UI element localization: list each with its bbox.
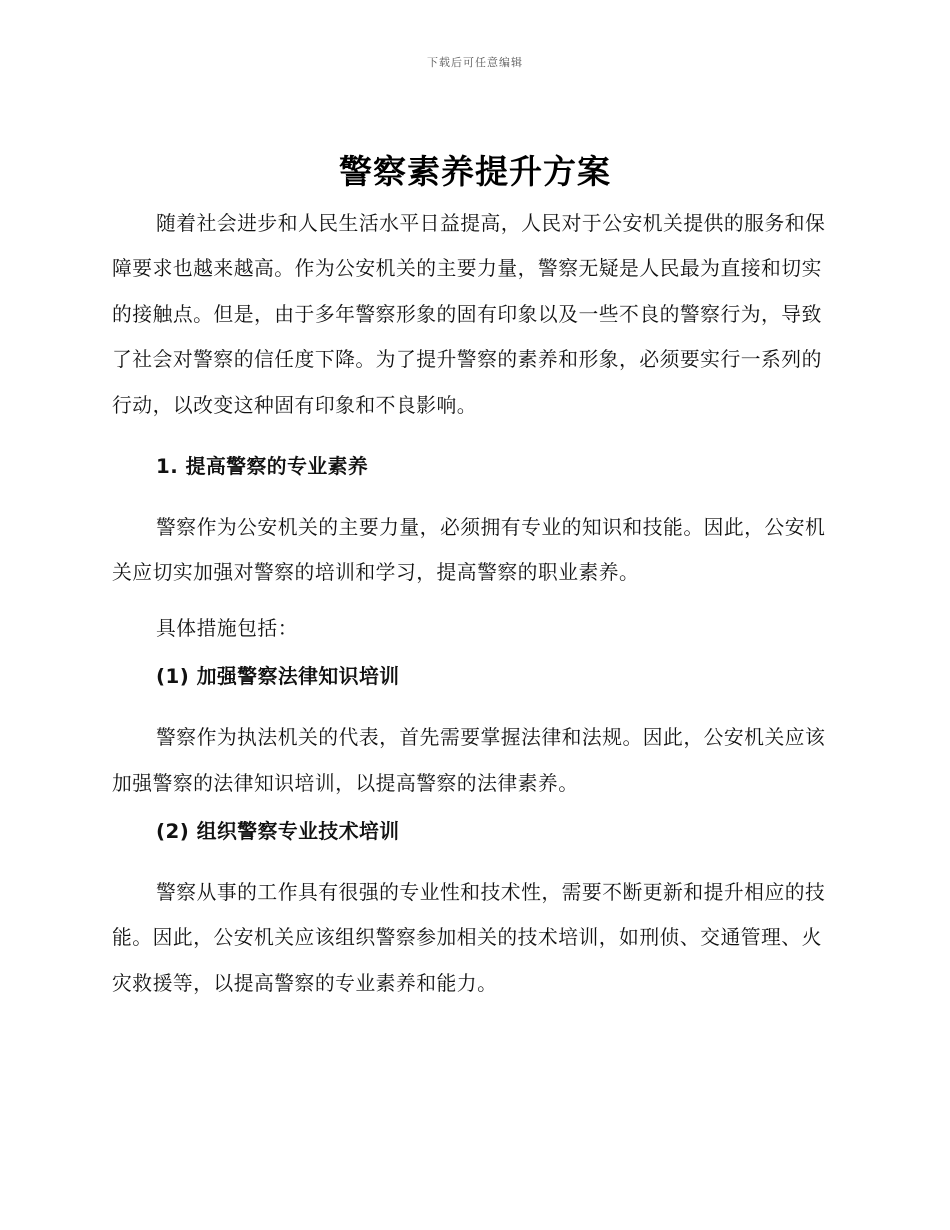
item-heading-2: (2) 组织警察专业技术培训: [156, 820, 400, 844]
document-title: 警察素养提升方案: [339, 152, 611, 191]
section-1-paragraph: 警察作为公安机关的主要力量，必须拥有专业的知识和技能。因此，公安机关应切实加强对警察的培训和学习，提高警察的职业素养。: [112, 516, 826, 585]
item-1-paragraph: 警察作为执法机关的代表，首先需要掌握法律和法规。因此，公安机关应该加强警察的法律知识培训，以提高警察的法律素养。: [112, 726, 826, 795]
section-heading-1: 1. 提高警察的专业素养: [156, 455, 369, 479]
item-2-paragraph: 警察从事的工作具有很强的专业性和技术性，需要不断更新和提升相应的技能。因此，公安机关应该组织警察参加相关的技术培训，如刑侦、交通管理、火灾救援等，以提高警察的专业素养和能力。: [112, 881, 826, 995]
measures-label: 具体措施包括：: [156, 616, 298, 640]
page-header-note: 下载后可任意编辑: [427, 56, 523, 69]
item-heading-1: (1) 加强警察法律知识培训: [156, 665, 400, 689]
intro-paragraph: 随着社会进步和人民生活水平日益提高，人民对于公安机关提供的服务和保障要求也越来越高。作为公安机关的主要力量，警察无疑是人民最为直接和切实的接触点。但是，由于多年警察形象的固有印象以及一些不良的警察行为，导致了社会对警察的信任度下降。为了提升警察的素养和形象，必须要实行一系列的行动，以改变这种固有印象和不良影响。: [112, 212, 826, 417]
document-body: [112, 201, 834, 1006]
